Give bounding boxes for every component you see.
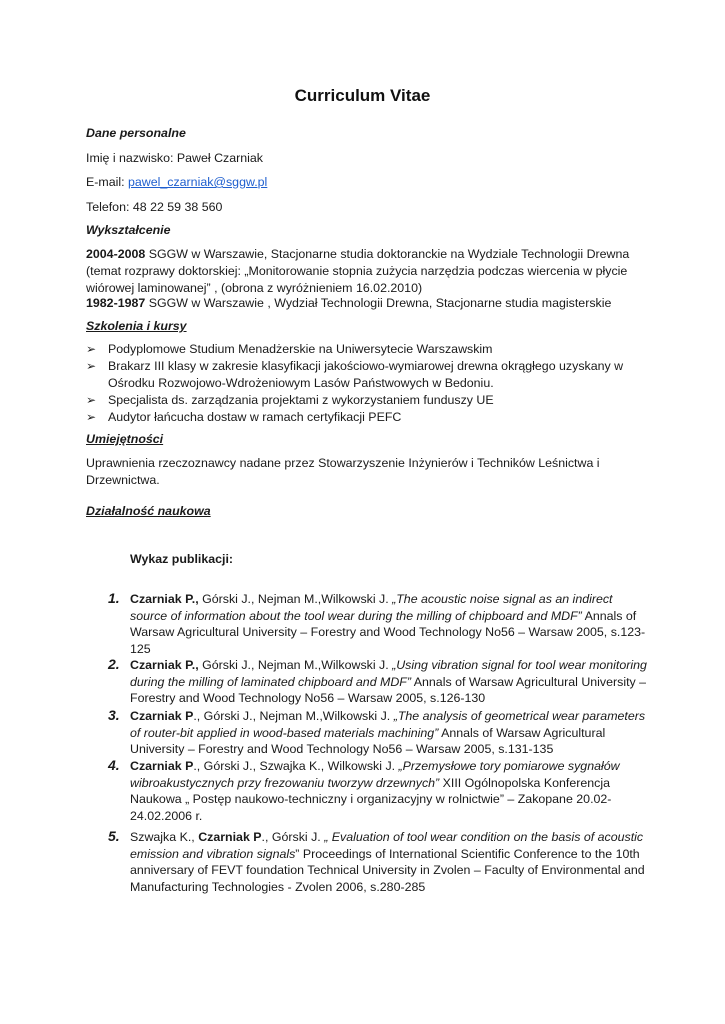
arrow-bullet-icon: ➢ — [86, 410, 97, 424]
education-entry — [86, 295, 646, 312]
list-item: ➢ Audytor łańcucha dostaw w ramach certyfikacji PEFC — [86, 410, 402, 424]
publication-item: 2. Czarniak P., Górski J., Nejman M.,Wilkowski J. „Using vibration signal for tool wear monitoring during the milling of laminated chipboard and MDF” Annals of Warsaw Agricultural University – Forestry and Wood Technology No56 – Warsaw 2005, s.126-130 — [108, 656, 647, 705]
education-text: SGGW w Warszawie, Stacjonarne studia doktoranckie na Wydziale Technologii Drewna (temat rozprawy doktorskiej: „Monitorowanie stopnia zużycia narzędzia podczas wiercenia w płycie wiórowej laminowanej” , (obrona z wyróżnieniem 16.02.2010) — [86, 247, 630, 295]
publication-number: 3. — [108, 707, 120, 723]
arrow-bullet-icon: ➢ — [86, 342, 97, 356]
publication-number: 4. — [108, 757, 120, 773]
name-value: Paweł Czarniak — [176, 151, 263, 165]
section-heading-research: Działalność naukowa — [86, 504, 211, 518]
section-heading-personal: Dane personalne — [86, 126, 186, 140]
name-line — [86, 150, 263, 167]
name-label: Imię i nazwisko: — [86, 151, 177, 165]
section-heading-education: Wykształcenie — [86, 223, 171, 237]
phone-label: Telefon: — [86, 200, 133, 214]
phone-line — [86, 199, 222, 216]
arrow-bullet-icon: ➢ — [86, 393, 97, 407]
section-heading-training: Szkolenia i kursy — [86, 319, 187, 333]
email-line — [86, 174, 267, 191]
publication-number: 5. — [108, 828, 120, 844]
education-years: 2004-2008 — [86, 247, 146, 261]
publication-number: 2. — [108, 656, 120, 672]
publication-item: 1. Czarniak P., Górski J., Nejman M.,Wilkowski J. „The acoustic noise signal as an indirect source of information about the tool wear during the milling of chipboard and MDF” Annals of Warsaw Agricultural University – Forestry and Wood Technology No56 – Warsaw 2005, s.123-125 — [108, 590, 646, 656]
publication-item: 5. Szwajka K., Czarniak P., Górski J. „ Evaluation of tool wear condition on the basis of acoustic emission and vibration signals” Proceedings of International Scientific Conference to the 10th anniversary of FEVT foundation Technical University in Zvolen – Faculty of Environmental and Manufacturing Technologies - Zvolen 2006, s.280-285 — [108, 828, 645, 894]
publications-title: Wykaz publikacji: — [130, 552, 234, 566]
section-heading-skills: Umiejętności — [86, 432, 164, 446]
document-title: Curriculum Vitae — [294, 86, 431, 105]
publication-number: 1. — [108, 590, 120, 606]
arrow-bullet-icon: ➢ — [86, 359, 97, 373]
publication-item: 3. Czarniak P., Górski J., Nejman M.,Wilkowski J. „The analysis of geometrical wear parameters of router-bit applied in wood-based materials machining” Annals of Warsaw Agricultural University – Forestry and Wood Technology No56 – Warsaw 2005, s.131-135 — [108, 707, 646, 756]
training-list — [86, 341, 646, 426]
list-item: ➢ Podyplomowe Studium Menadżerskie na Uniwersytecie Warszawskim — [86, 342, 493, 356]
email-label: E-mail: — [86, 175, 128, 189]
education-years: 1982-1987 — [86, 296, 146, 310]
skills-text: Uprawnienia rzeczoznawcy nadane przez Stowarzyszenie Inżynierów i Techników Leśnictwa i Drzewnictwa. — [86, 456, 600, 487]
publication-item: 4. Czarniak P., Górski J., Szwajka K., Wilkowski J. „Przemysłowe tory pomiarowe sygnałów wibroakustycznych przy frezowaniu tworzyw drzewnych” XIII Ogólnopolska Konferencja Naukowa „ Postęp naukowo-techniczny i organizacyjny w rolnictwie” – Zakopane 20.02-24.02.2006 r. — [108, 757, 620, 823]
list-item: ➢ Specjalista ds. zarządzania projektami z wykorzystaniem funduszy UE — [86, 393, 494, 407]
list-item: ➢ Brakarz III klasy w zakresie klasyfikacji jakościowo-wymiarowej drewna okrągłego uzyskany w Ośrodku Rozwojowo-Wdrożeniowym Lasów Państwowych w Bedoniu. — [86, 359, 624, 390]
phone-value: 48 22 59 38 560 — [132, 200, 223, 214]
education-text: SGGW w Warszawie , Wydział Technologii Drewna, Stacjonarne studia magisterskie — [145, 296, 612, 310]
email-link[interactable]: pawel_czarniak@sggw.pl — [128, 175, 268, 189]
education-entry — [86, 246, 646, 297]
